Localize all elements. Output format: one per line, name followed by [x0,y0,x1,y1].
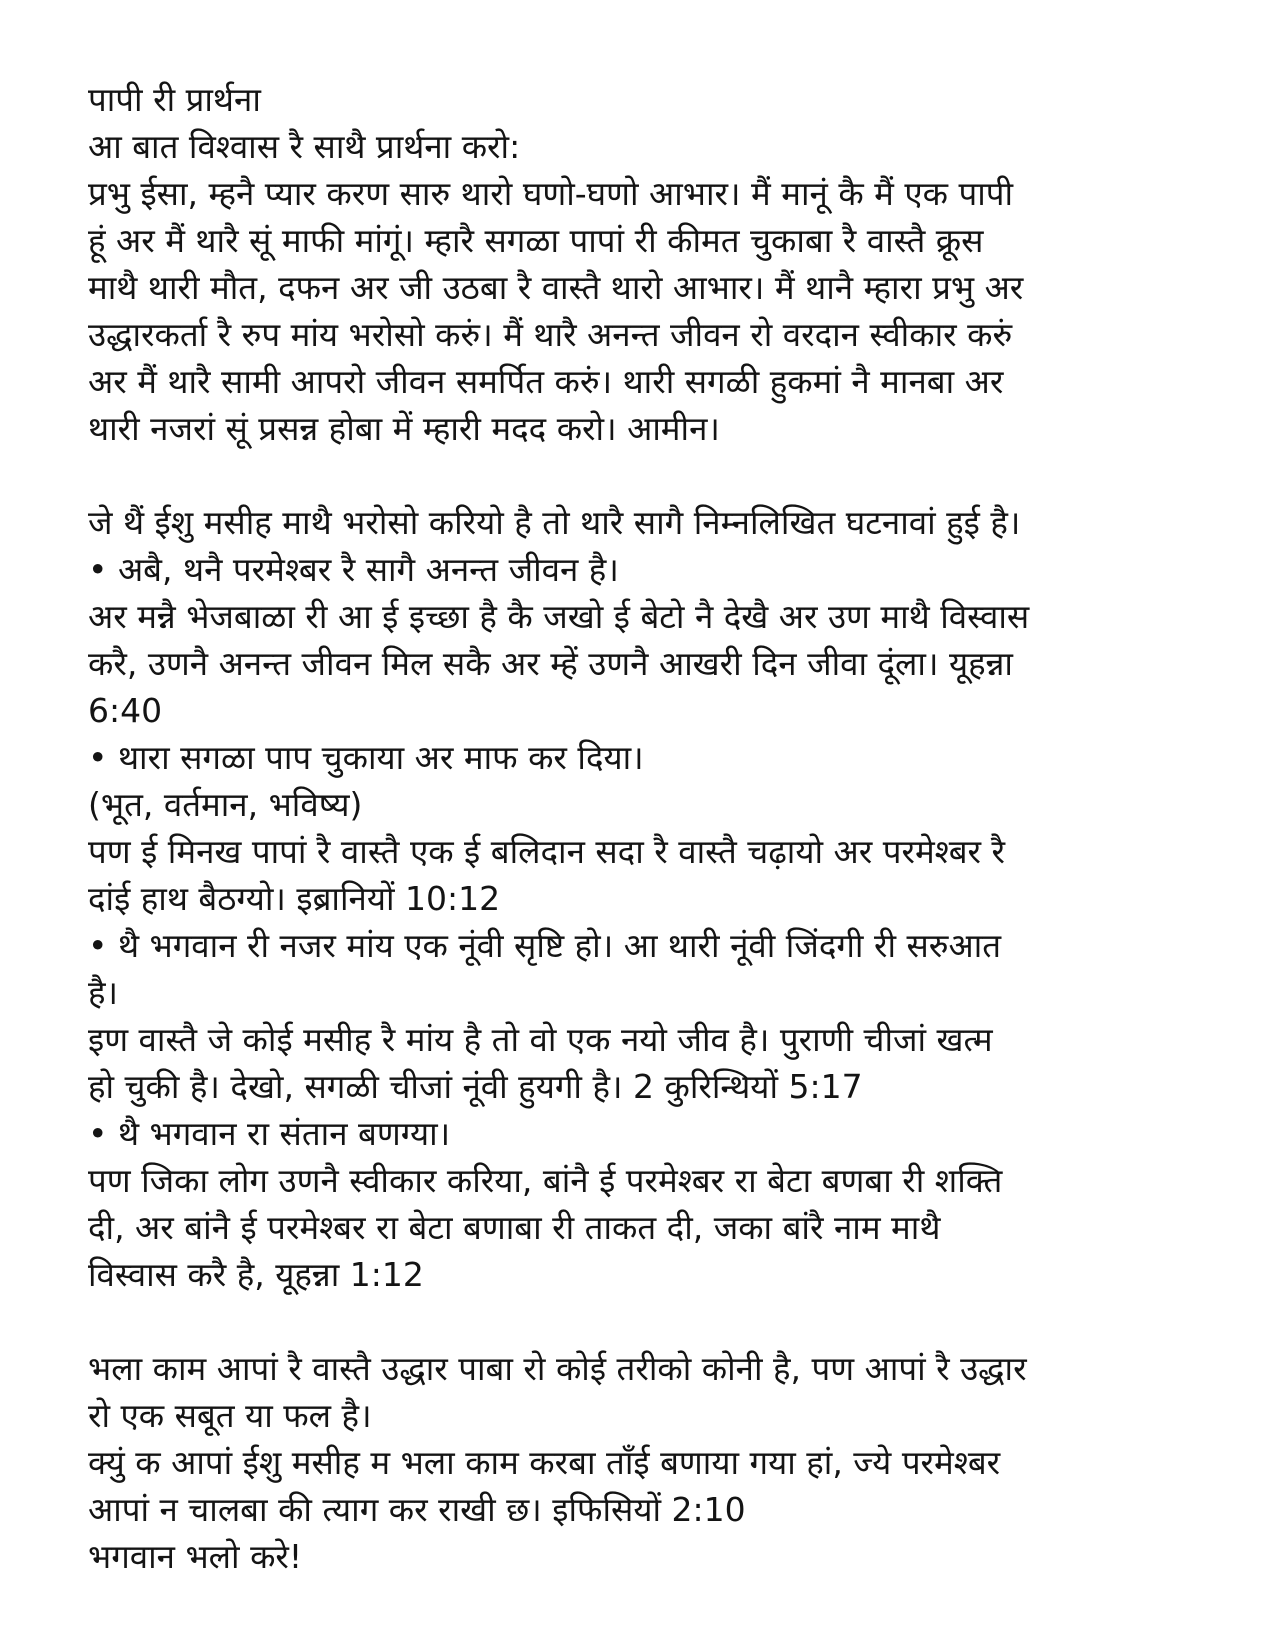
section-line: विस्वास करै है, यूहन्ना 1:12 [88,1255,424,1294]
assurance-section [88,499,1198,1298]
verse-reference: 6:40 [88,691,163,730]
prayer-line: हूं अर मैं थारै सूं माफी मांगूं। म्हारै सगळा पापां री कीमत चुकाबा रै वास्तै क्रूस [88,221,984,260]
section-line: (भूत, वर्तमान, भविष्य) [88,785,363,824]
prayer-paragraph [88,170,1198,452]
section-line: पण जिका लोग उणनै स्वीकार करिया, बांनै ई परमेश्‍बर रा बेटा बणबा री शक्ति [88,1161,1003,1200]
section-line: दी, अर बांनै ई परमेश्‍बर रा बेटा बणाबा री ताकत दी, जका बांरै नाम माथै [88,1208,941,1247]
bullet-new-creation: • थै भगवान री नजर मांय एक नूंवी सृष्टि हो। आ थारी नूंवी जिंदगी री सरुआत [88,926,1002,965]
section-line: भला काम आपां रै वास्तै उद्धार पाबा रो कोई तरीको कोनी है, पण आपां रै उद्धार [88,1349,1027,1388]
prayer-line: प्रभु ईसा, म्हनै प्यार करण सारु थारो घणो-घणो आभार। मैं मानूं कै मैं एक पापी [88,174,1014,213]
section-line: पण ई मिनख पापां रै वास्तै एक ई बलिदान सदा रै वास्तै चढ़ायो अर परमेश्‍बर रै [88,832,1006,871]
section-line: करै, उणनै अनन्त जीवन मिल सकै अर म्हें उणनै आखरी दिन जीवा दूंला। यूहन्ना [88,644,1013,683]
section-line: आपां न चालबा की त्याग कर राखी छ। इफिसियों 2:10 [88,1490,746,1529]
prayer-instruction: आ बात विश्वास रै साथै प्रार्थना करो: [88,127,521,166]
good-works-section [88,1345,1198,1580]
section-line: क्युं क आपां ईशु मसीह म भला काम करबा ताँई बणाया गया हां, ज्ये परमेश्‍बर [88,1443,1001,1482]
prayer-line: अर मैं थारै सामी आपरो जीवन समर्पित करुं। थारी सगळी हुकमां नै मानबा अर [88,362,1004,401]
prayer-line: उद्धारकर्ता रै रुप मांय भरोसो करुं। मैं थारै अनन्त जीवन रो वरदान स्वीकार करुं [88,315,1013,354]
prayer-line: थारी नजरां सूं प्रसन्न होबा में म्हारी मदद करो। आमीन। [88,409,720,448]
section-line: हो चुकी है। देखो, सगळी चीजां नूंवी हुयगी है। 2 कुरिन्थियों 5:17 [88,1067,863,1106]
paragraph-spacer [88,452,1198,499]
bullet-children-of-god: • थै भगवान रा संतान बणग्या। [88,1114,451,1153]
bullet-eternal-life: • अबै, थनै परमेश्‍बर रै सागै अनन्त जीवन है। [88,550,619,589]
prayer-line: माथै थारी मौत, दफन अर जी उठबा रै वास्तै थारो आभार। मैं थानै म्हारा प्रभु अर [88,268,1024,307]
bullet-sins-forgiven: • थारा सगळा पाप चुकाया अर माफ कर दिया। [88,738,644,777]
section-line: अर मन्नै भेजबाळा री आ ई इच्छा है कै जखो ई बेटो नै देखै अर उण माथै विस्वास [88,597,1030,636]
section-line: इण वास्तै जे कोई मसीह रै मांय है तो वो एक नयो जीव है। पुराणी चीजां खत्म [88,1020,993,1059]
document-body [88,76,1198,1580]
paragraph-spacer [88,1298,1198,1345]
document-title: पापी री प्रार्थना [88,80,261,119]
section-line: रो एक सबूत या फल है। [88,1396,372,1435]
section-line: दांई हाथ बैठग्यो। इब्रानियों 10:12 [88,879,501,918]
closing-blessing: भगवान भलो करे! [88,1537,303,1576]
section-line: जे थैं ईशु मसीह माथै भरोसो करियो है तो थारै सागै निम्नलिखित घटनावां हुई है। [88,503,1021,542]
section-line: है। [88,973,119,1012]
